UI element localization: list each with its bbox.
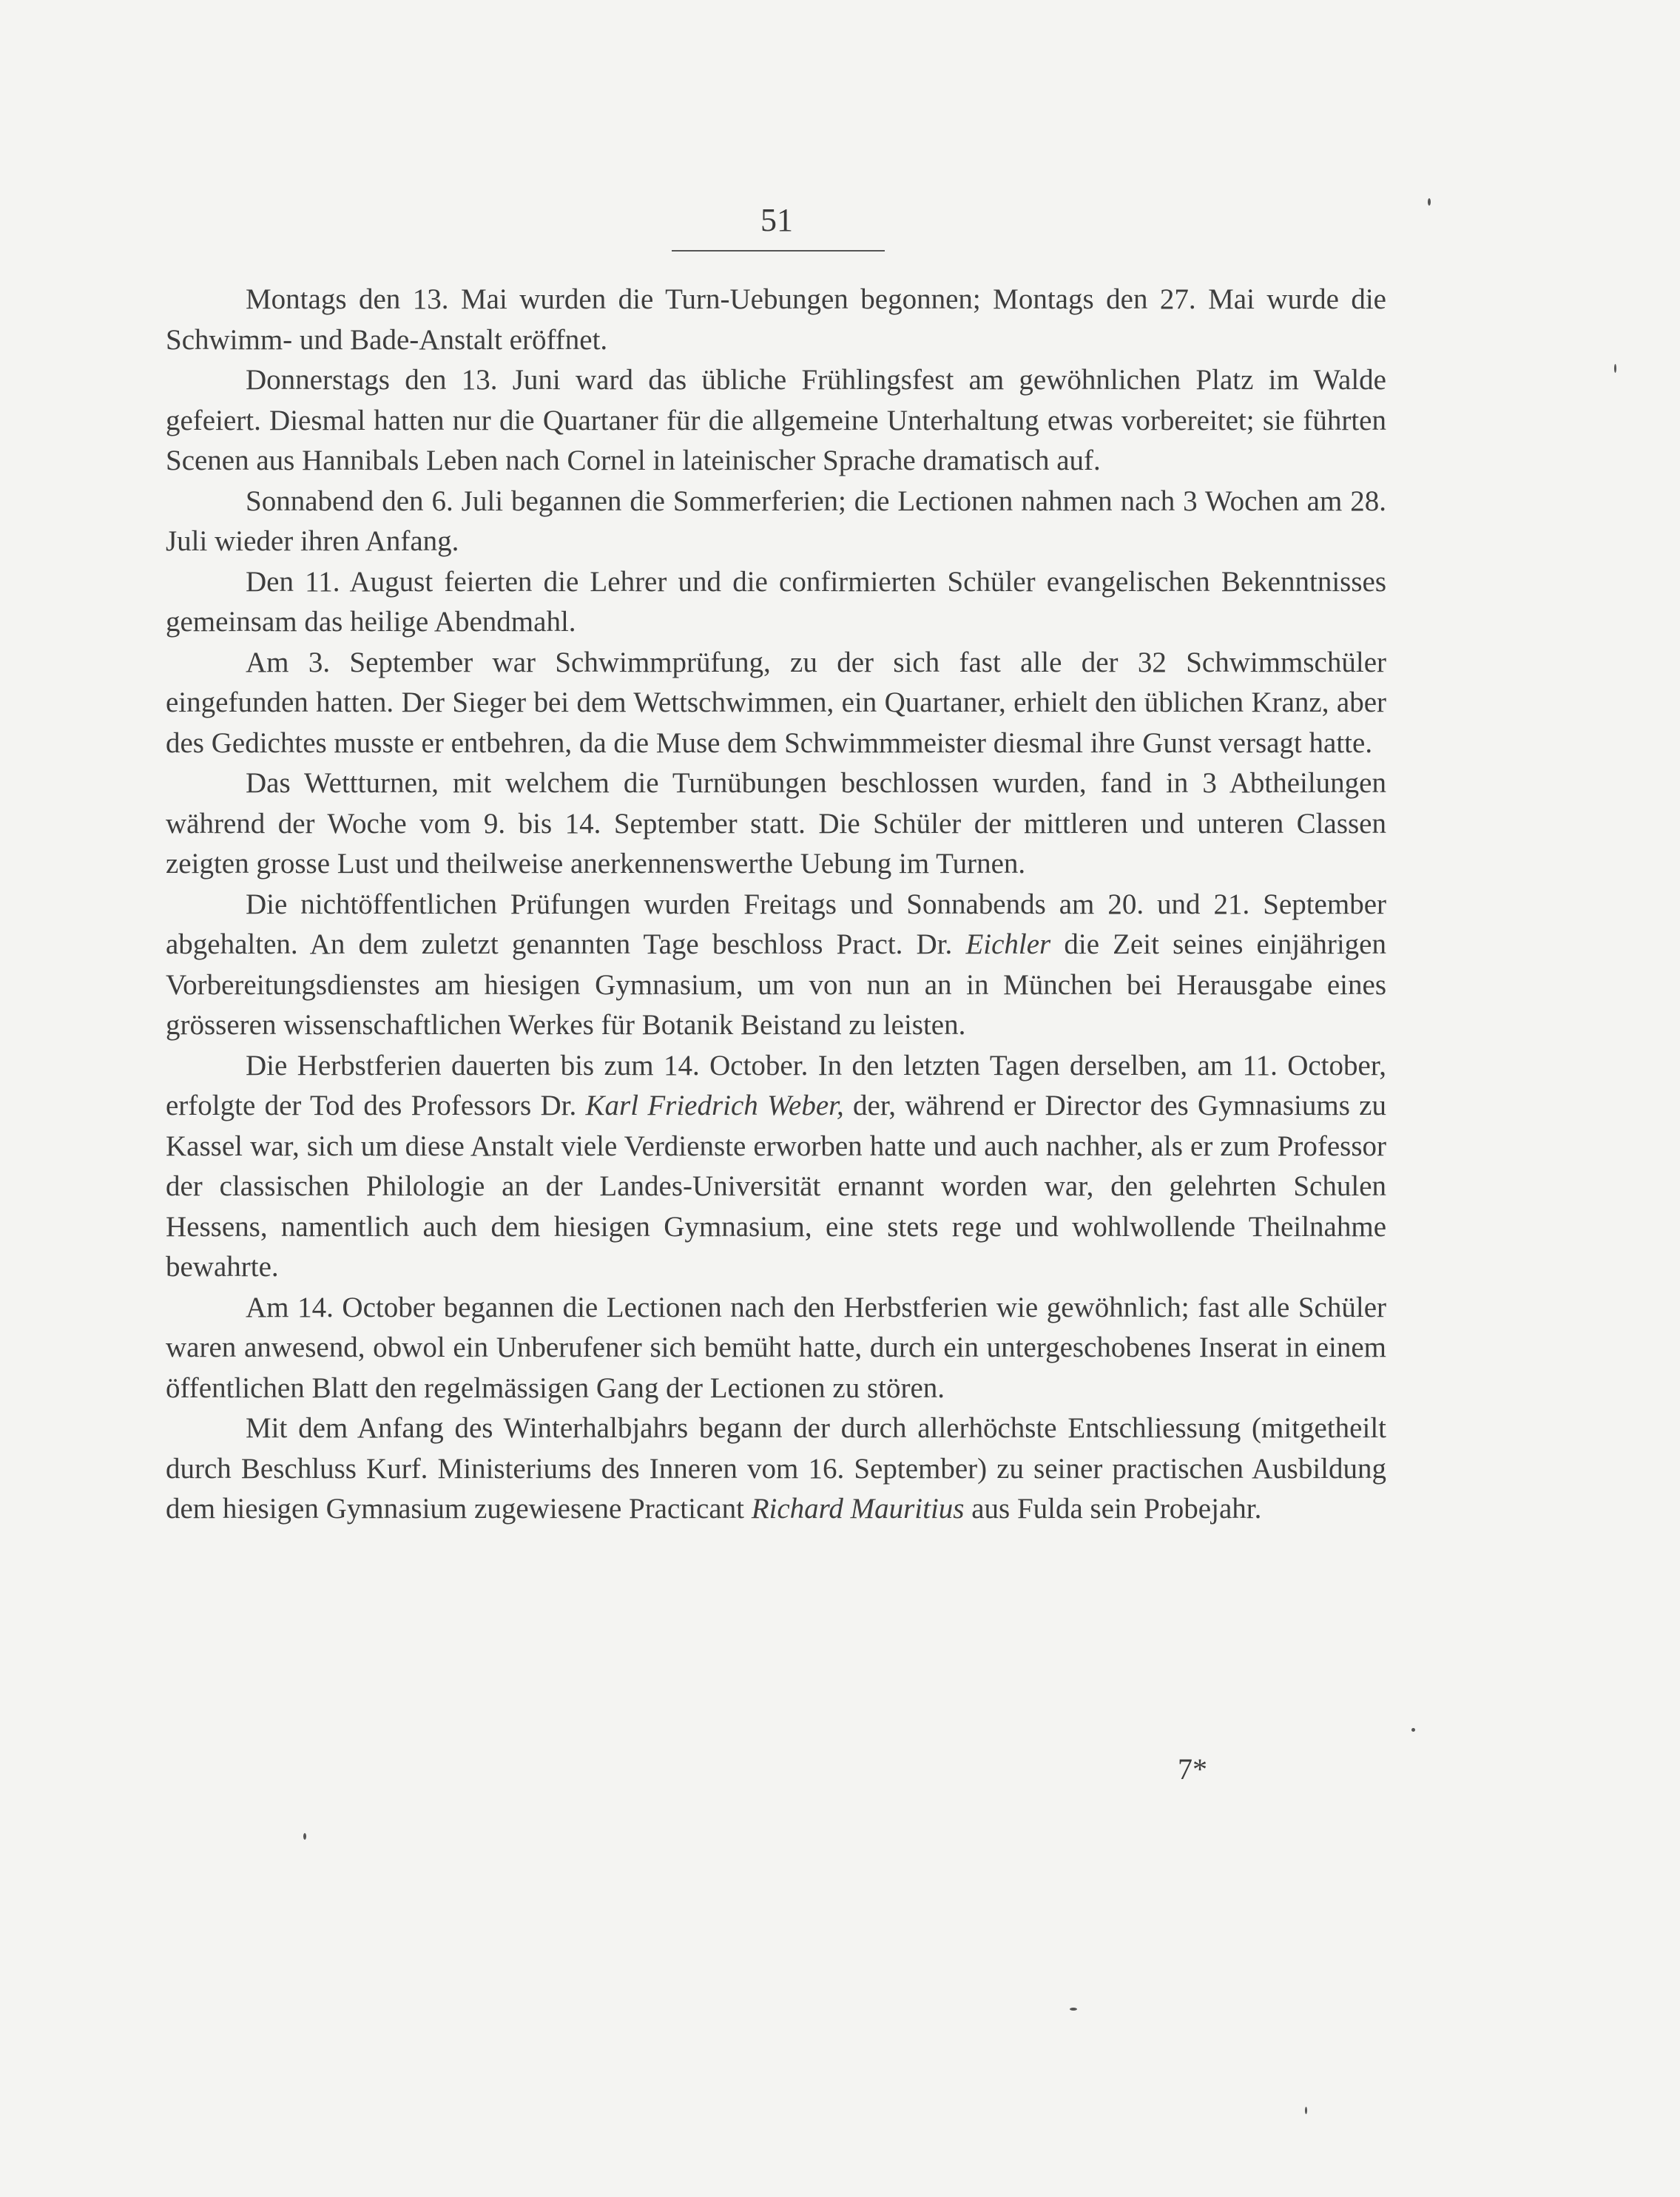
header-rule <box>672 250 885 252</box>
text-segment: Sonnabend den 6. Juli begannen die Sommerferien; die Lectionen nahmen nach 3 Wochen am 28. Juli wieder ihren Anfang. <box>166 485 1386 557</box>
paragraph <box>166 280 1386 360</box>
paragraph <box>166 763 1386 885</box>
scan-speck <box>1070 2008 1077 2011</box>
signature-mark: 7* <box>1178 1752 1207 1786</box>
paragraph <box>166 360 1386 482</box>
text-segment: Die Herbstferien dauerten bis zum 14. October. In den letzten Tagen derselben, am 11. October, erfolgte der Tod des Professors Dr. <box>166 1049 1386 1121</box>
text-segment: Den 11. August feierten die Lehrer und die confirmierten Schüler evangelischen Bekenntnisses gemeinsam das heilige Abendmahl. <box>166 565 1386 638</box>
text-segment: Montags den 13. Mai wurden die Turn-Uebungen begonnen; Montags den 27. Mai wurde die Schwimm- und Bade-Anstalt eröffnet. <box>166 283 1386 356</box>
paragraph <box>166 1288 1386 1409</box>
body-text <box>166 280 1386 1530</box>
text-segment: Mit dem Anfang des Winterhalbjahrs begann der durch allerhöchste Entschliessung (mitgetheilt durch Beschluss Kurf. Ministeriums des Inneren vom 16. September) zu seiner practischen Ausbildung dem hiesigen Gymnasium zugewiesene Practicant <box>166 1412 1386 1525</box>
paragraph <box>166 562 1386 643</box>
text-segment: Die nichtöffentlichen Prüfungen wurden Freitags und Sonnabends am 20. und 21. September abgehalten. An dem zuletzt genannten Tage beschloss Pract. Dr. <box>166 888 1386 960</box>
text-segment: Am 3. September war Schwimmprüfung, zu der sich fast alle der 32 Schwimmschüler eingefunden hatten. Der Sieger bei dem Wettschwimmen, ein Quartaner, erhielt den üblichen Kranz, aber des Gedichtes musste er entbehren, da die Muse dem Schwimmmeister diesmal ihre Gunst versagt hatte. <box>166 646 1386 759</box>
text-segment: aus Fulda sein Probejahr. <box>964 1493 1262 1525</box>
scan-speck <box>1614 364 1616 373</box>
scan-speck <box>1305 2107 1307 2114</box>
paragraph <box>166 643 1386 764</box>
italic-name: Eichler <box>965 928 1051 960</box>
italic-name: Richard Mauritius <box>751 1493 965 1525</box>
paragraph <box>166 1408 1386 1530</box>
text-segment: die Zeit seines einjährigen Vorbereitungsdienstes am hiesigen Gymnasium, um von nun an in München bei Herausgabe eines grösseren wissenschaftlichen Werkes für Botanik Beistand zu leisten. <box>166 928 1386 1041</box>
paragraph <box>166 1046 1386 1288</box>
text-segment: Das Wettturnen, mit welchem die Turnübungen beschlossen wurden, fand in 3 Abtheilungen während der Woche vom 9. bis 14. September statt. Die Schüler der mittleren und unteren Classen zeigten grosse Lust und theilweise anerkennenswerthe Uebung im Turnen. <box>166 767 1386 880</box>
page-number: 51 <box>760 202 793 238</box>
text-segment: Donnerstags den 13. Juni ward das übliche Frühlingsfest am gewöhnlichen Platz im Walde gefeiert. Diesmal hatten nur die Quartaner für die allgemeine Unterhaltung etwas vorbereitet; sie führten Scenen aus Hannibals Leben nach Cornel in lateinischer Sprache dramatisch auf. <box>166 364 1386 476</box>
scan-speck <box>1411 1728 1415 1732</box>
scan-speck <box>1428 198 1431 206</box>
text-segment: der, während er Director des Gymnasiums zu Kassel war, sich um diese Anstalt viele Verdienste erworben hatte und auch nachher, als er zum Professor der classischen Philologie an der Landes-Universität ernannt worden war, den gelehrten Schulen Hessens, namentlich auch dem hiesigen Gymnasium, eine stets rege und wohlwollende Theilnahme bewahrte. <box>166 1090 1386 1283</box>
text-segment: Am 14. October begannen die Lectionen nach den Herbstferien wie gewöhnlich; fast alle Schüler waren anwesend, obwol ein Unberufener sich bemüht hatte, durch ein untergeschobenes Inserat in einem öffentlichen Blatt den regelmässigen Gang der Lectionen zu stören. <box>166 1291 1386 1404</box>
scan-speck <box>303 1833 306 1840</box>
paragraph <box>166 885 1386 1046</box>
italic-name: Karl Friedrich Weber, <box>585 1090 844 1121</box>
paragraph <box>166 482 1386 562</box>
